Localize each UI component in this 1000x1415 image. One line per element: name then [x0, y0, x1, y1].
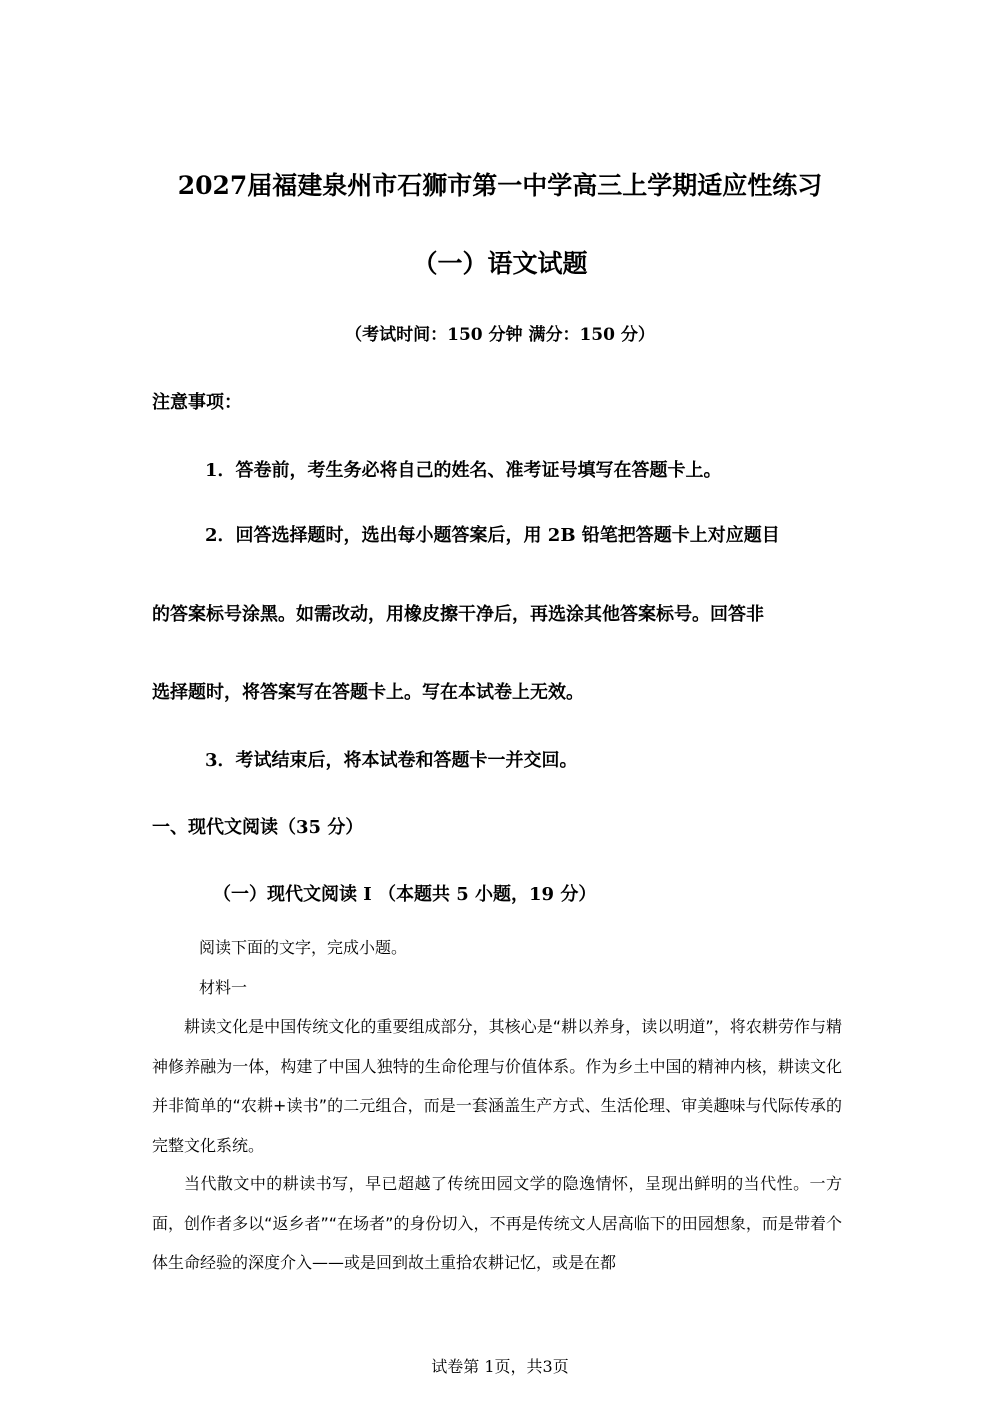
reading-instruction: 阅读下面的文字，完成小题。: [199, 938, 408, 957]
notice-item-3: 3．考试结束后，将本试卷和答题卡一并交回。: [205, 750, 578, 771]
exam-info: （考试时间：150 分钟 满分：150 分）: [345, 325, 655, 345]
notice-heading: 注意事项：: [152, 392, 242, 413]
subsection1-heading: （一）现代文阅读 I （本题共 5 小题，19 分）: [213, 884, 597, 905]
notice-item-2-line3: 选择题时，将答案写在答题卡上。写在本试卷上无效。: [152, 682, 584, 703]
material-paragraph-2: 当代散文中的耕读书写，早已超越了传统田园文学的隐逸情怀，呈现出鲜明的当代性。一方面，创作者多以“返乡者”“在场者”的身份切入，不再是传统文人居高临下的田园想象，而是带着个体生命经验的深度介入——或是回到故土重拾农耕记忆，或是在都: [152, 1174, 842, 1272]
notice-item-1: 1．答卷前，考生务必将自己的姓名、准考证号填写在答题卡上。: [205, 460, 722, 481]
section1-heading: 一、现代文阅读（35 分）: [152, 817, 364, 838]
exam-title-line2: （一）语文试题: [412, 249, 588, 278]
notice-item-2-line1: 2．回答选择题时，选出每小题答案后，用 2B 铅笔把答题卡上对应题目: [205, 525, 780, 546]
page-footer: 试卷第 1页，共3页: [431, 1357, 569, 1376]
material-label: 材料一: [199, 978, 248, 997]
exam-title-line1: 2027届福建泉州市石狮市第一中学高三上学期适应性练习: [177, 171, 823, 200]
material-paragraph-1: 耕读文化是中国传统文化的重要组成部分，其核心是“耕以养身，读以明道”，将农耕劳作与精神修养融为一体，构建了中国人独特的生命伦理与价值体系。作为乡土中国的精神内核，耕读文化并非简单的“农耕+读书”的二元组合，而是一套涵盖生产方式、生活伦理、审美趣味与代际传承的完整文化系统。: [152, 1017, 842, 1155]
notice-item-2-line2: 的答案标号涂黑。如需改动，用橡皮擦干净后，再选涂其他答案标号。回答非: [152, 604, 764, 625]
